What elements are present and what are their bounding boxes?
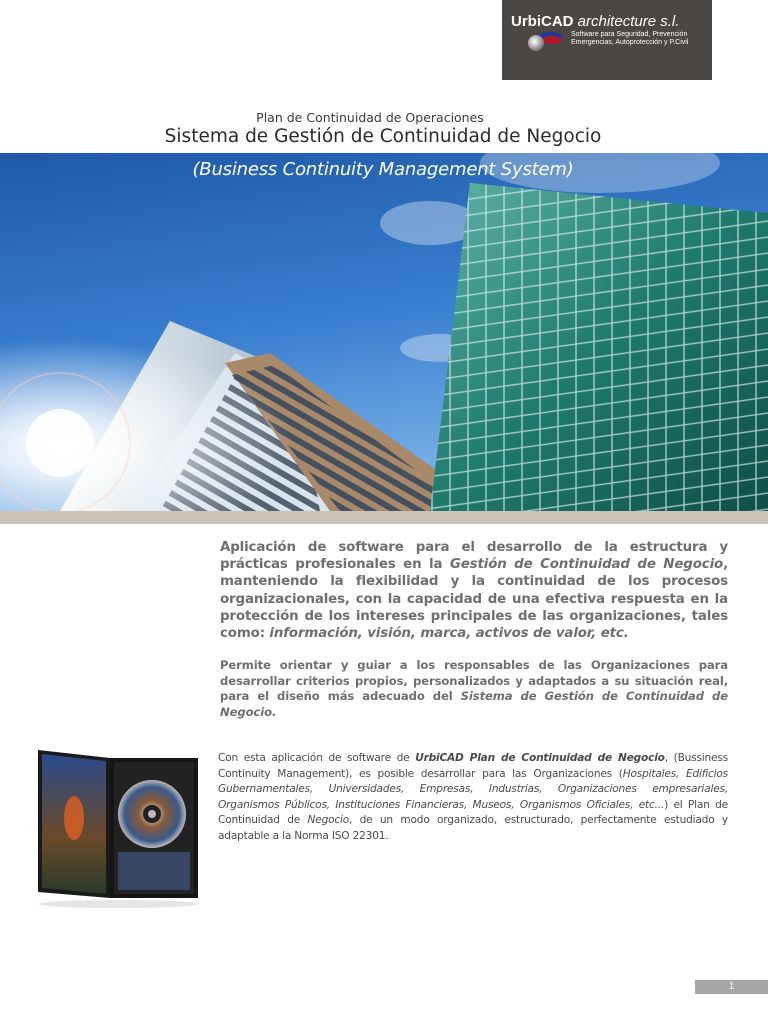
lead-paragraph <box>220 539 728 642</box>
dvd-case-image <box>34 748 202 908</box>
company-logo <box>502 0 712 80</box>
third-paragraph <box>218 751 728 844</box>
para3-text-3: , (Bussiness Continuity Management), es posible desarrollar para las Organizaciones ( <box>218 752 728 780</box>
plan-title: Plan de Continuidad de Operaciones <box>256 110 484 125</box>
hero-divider <box>0 511 768 524</box>
para3-text-6: Negocio <box>307 814 350 826</box>
lead-text-3: , manteniendo la flexibilidad y la continuidad de los procesos organizacionales, con la capacidad de una efectiva respuesta en la protección de los intereses principales de las organizaciones, tales como: <box>220 557 728 642</box>
page-number: 1 <box>695 980 768 994</box>
main-title: Sistema de Gestión de Continuidad de Negocio <box>164 126 602 147</box>
logo-brand: UrbiCAD <box>511 13 574 30</box>
para3-text-5: ) el Plan de Continuidad de <box>218 798 728 826</box>
hero-caption: (Business Continuity Management System) <box>192 159 574 180</box>
para3-text-1: Con esta aplicación de software de <box>218 752 416 764</box>
lead-text-2: Gestión de Continuidad de Negocio <box>449 557 724 573</box>
second-paragraph <box>220 658 728 720</box>
para3-text-7: , de un modo organizado, estructurado, perfectamente estudiado y adaptable a la Norma ISO 22301. <box>218 814 728 842</box>
logo-tagline <box>571 31 711 47</box>
lead-text-1: Aplicación de software para el desarrollo de la estructura y prácticas profesionales en la <box>220 540 728 573</box>
logo-tagline-2: Emergencias, Autoprotección y P.Civil <box>571 39 689 46</box>
logo-globe-icon <box>522 30 568 52</box>
skyscrapers-illustration <box>0 153 768 511</box>
logo-brand-rest: architecture s.l. <box>573 13 680 30</box>
logo-title <box>511 13 679 30</box>
hero-image <box>0 153 768 511</box>
para3-product-name: UrbiCAD Plan de Continuidad de Negocio <box>415 752 665 764</box>
para2-text-1: Permite orientar y guiar a los responsables de las Organizaciones para desarrollar criterios propios, personalizados y adaptados a su situación real, para el diseño más adecuado del <box>220 658 728 704</box>
logo-tagline-1: Software para Seguridad, Prevención <box>571 31 688 38</box>
para2-text-2: Sistema de Gestión de Continuidad de Negocio. <box>220 689 729 719</box>
lead-text-4: información, visión, marca, activos de valor, etc. <box>269 626 629 642</box>
para3-organizations-list: Hospitales, Edificios Gubernamentales, Universidades, Empresas, Industrias, Organizaciones empresariales, Organismos Públicos, Instituciones Financieras, Museos, Organismos Oficiales, etc... <box>218 767 728 811</box>
